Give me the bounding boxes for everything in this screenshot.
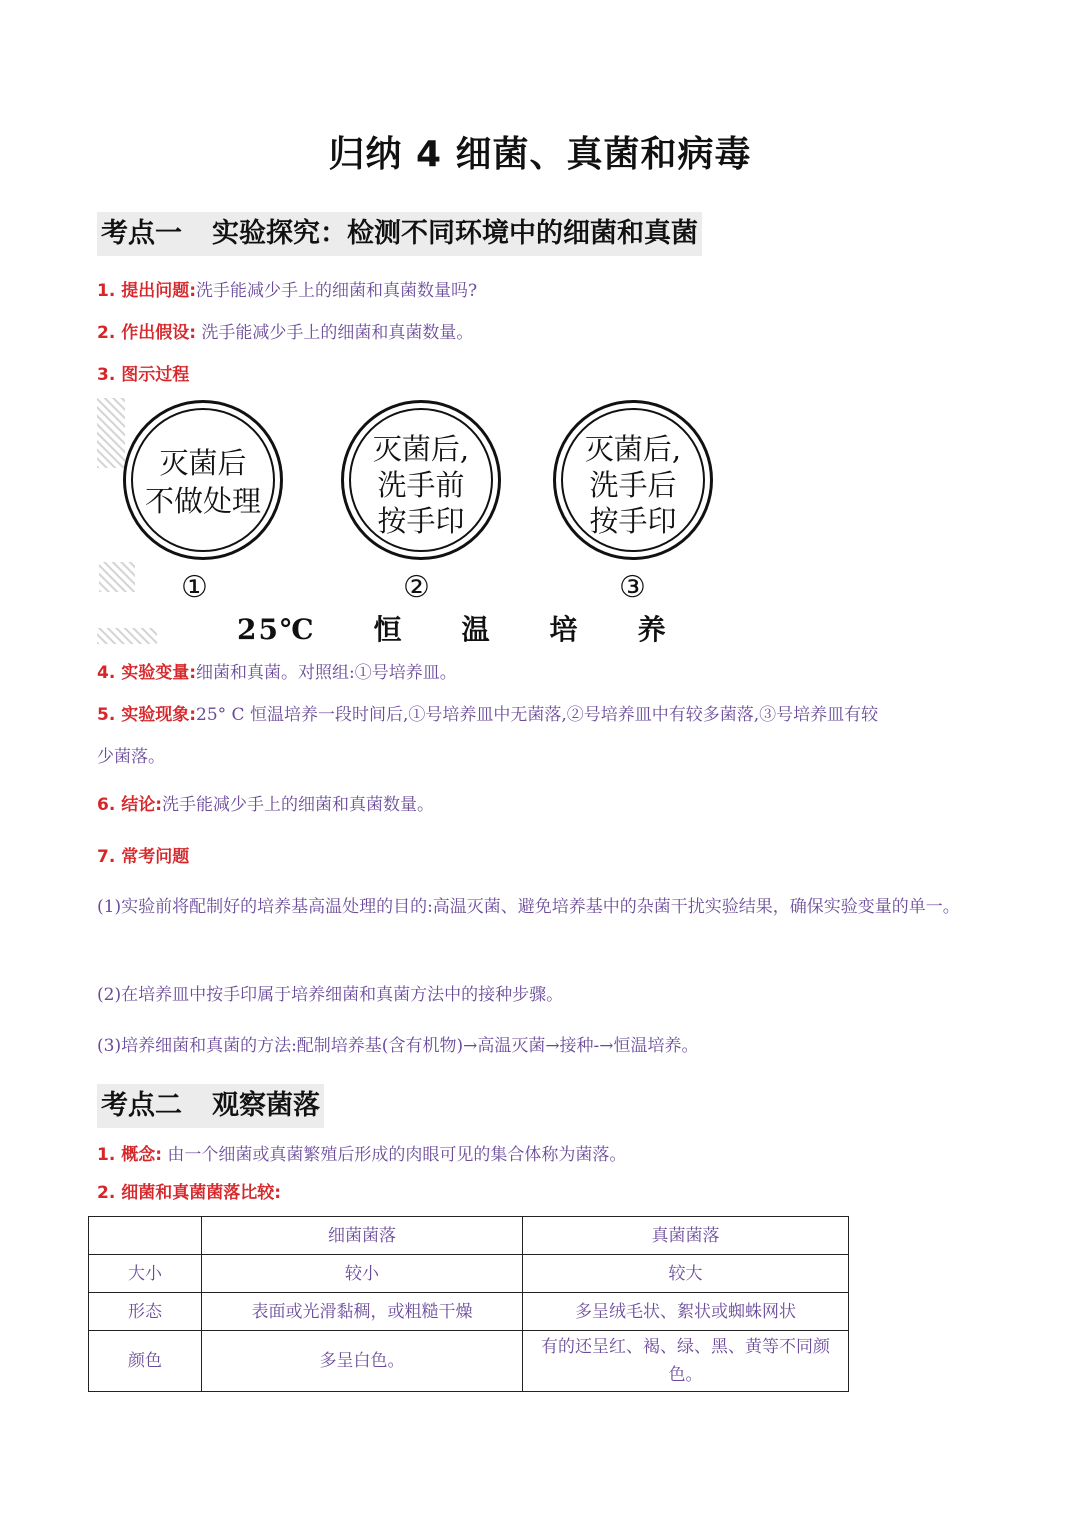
incubation-caption xyxy=(237,608,668,648)
petri-dish-2 xyxy=(341,400,501,560)
item-label: 7. 常考问题 xyxy=(97,847,190,867)
item-label: 1. 提出问题: xyxy=(97,281,197,301)
item-label: 2. 细菌和真菌菌落比较: xyxy=(97,1183,282,1203)
dish-label: 灭菌后 xyxy=(159,446,247,480)
dish-label: 按手印 xyxy=(377,504,465,538)
table-row-label: 大小 xyxy=(89,1255,202,1293)
item-text: 由一个细菌或真菌繁殖后形成的肉眼可见的集合体称为菌落。 xyxy=(162,1145,627,1165)
scan-smudge xyxy=(97,398,125,468)
item-label: 1. 概念: xyxy=(97,1145,163,1165)
table-row xyxy=(89,1217,849,1255)
incubation-temp: 25℃ xyxy=(237,613,316,646)
table-cell: 多呈白色。 xyxy=(202,1331,523,1392)
table-cell: 有的还呈红、褐、绿、黑、黄等不同颜色。 xyxy=(523,1331,849,1392)
dish-number-1: ① xyxy=(181,570,208,605)
item-question xyxy=(97,280,997,302)
item-text: 细菌和真菌。对照组:①号培养皿。 xyxy=(196,663,457,683)
item-label: 2. 作出假设: xyxy=(97,323,197,343)
section-title: 观察菌落 xyxy=(212,1090,320,1121)
table-cell: 表面或光滑黏稠，或粗糙干燥 xyxy=(202,1293,523,1331)
experiment-figure xyxy=(95,392,735,654)
item-variable xyxy=(97,662,997,684)
item-phenomenon xyxy=(97,704,997,726)
item-text: 少菌落。 xyxy=(97,747,165,767)
item-concept xyxy=(97,1144,997,1166)
question-paragraph-2: (2)在培养皿中按手印属于培养细菌和真菌方法中的接种步骤。 xyxy=(97,985,564,1005)
item-text: 洗手能减少手上的细菌和真菌数量吗? xyxy=(196,281,478,301)
dish-number-3: ③ xyxy=(619,570,646,605)
item-label: 3. 图示过程 xyxy=(97,365,190,385)
item-text: 洗手能减少手上的细菌和真菌数量。 xyxy=(162,795,435,815)
dish-label: 洗手后 xyxy=(589,468,677,502)
incubation-word: 恒 xyxy=(373,613,404,646)
table-row-label: 颜色 xyxy=(89,1331,202,1392)
petri-dish-1 xyxy=(123,400,283,560)
question-paragraph-1: (1)实验前将配制好的培养基高温处理的目的:高温灭菌、避免培养基中的杂菌干扰实验结果，确保实验变量的单一。 xyxy=(97,897,960,917)
table-cell: 较大 xyxy=(523,1255,849,1293)
table-row xyxy=(89,1331,849,1392)
dish-label: 灭菌后, xyxy=(372,432,470,466)
table-cell xyxy=(89,1217,202,1255)
page-title: 归纳 4 细菌、真菌和病毒 xyxy=(328,134,752,175)
dish-number-2: ② xyxy=(403,570,430,605)
incubation-word: 温 xyxy=(461,613,492,646)
scan-smudge xyxy=(99,562,135,592)
table-header-cell: 细菌菌落 xyxy=(202,1217,523,1255)
table-row-label: 形态 xyxy=(89,1293,202,1331)
table-row xyxy=(89,1293,849,1331)
dish-label: 灭菌后, xyxy=(584,432,682,466)
table-row xyxy=(89,1255,849,1293)
item-hypothesis xyxy=(97,322,997,344)
section-title: 实验探究：检测不同环境中的细菌和真菌 xyxy=(212,218,698,249)
item-comparison xyxy=(97,1182,997,1204)
dish-label: 按手印 xyxy=(589,504,677,538)
scan-smudge xyxy=(97,628,157,644)
item-text: 25° C 恒温培养一段时间后,①号培养皿中无菌落,②号培养皿中有较多菌落,③号培养皿有较 xyxy=(196,705,879,725)
table-header-cell: 真菌菌落 xyxy=(523,1217,849,1255)
question-paragraph-3: (3)培养细菌和真菌的方法:配制培养基(含有机物)→高温灭菌→接种-→恒温培养。 xyxy=(97,1036,699,1056)
section-number: 考点二 xyxy=(101,1090,182,1121)
colony-comparison-table xyxy=(88,1216,849,1392)
petri-dish-3 xyxy=(553,400,713,560)
incubation-word: 养 xyxy=(637,613,668,646)
item-process xyxy=(97,364,997,386)
item-phenomenon-cont xyxy=(97,746,997,768)
section-heading-2 xyxy=(97,1084,324,1128)
item-label: 6. 结论: xyxy=(97,795,163,815)
item-conclusion xyxy=(97,794,997,816)
table-cell: 较小 xyxy=(202,1255,523,1293)
dish-label: 洗手前 xyxy=(377,468,465,502)
incubation-word: 培 xyxy=(549,613,580,646)
item-label: 5. 实验现象: xyxy=(97,705,197,725)
table-cell: 多呈绒毛状、絮状或蜘蛛网状 xyxy=(523,1293,849,1331)
item-label: 4. 实验变量: xyxy=(97,663,197,683)
item-common-questions xyxy=(97,846,997,868)
dish-label: 不做处理 xyxy=(144,484,261,518)
item-text: 洗手能减少手上的细菌和真菌数量。 xyxy=(196,323,474,343)
section-heading-1 xyxy=(97,212,702,256)
section-number: 考点一 xyxy=(101,218,182,249)
